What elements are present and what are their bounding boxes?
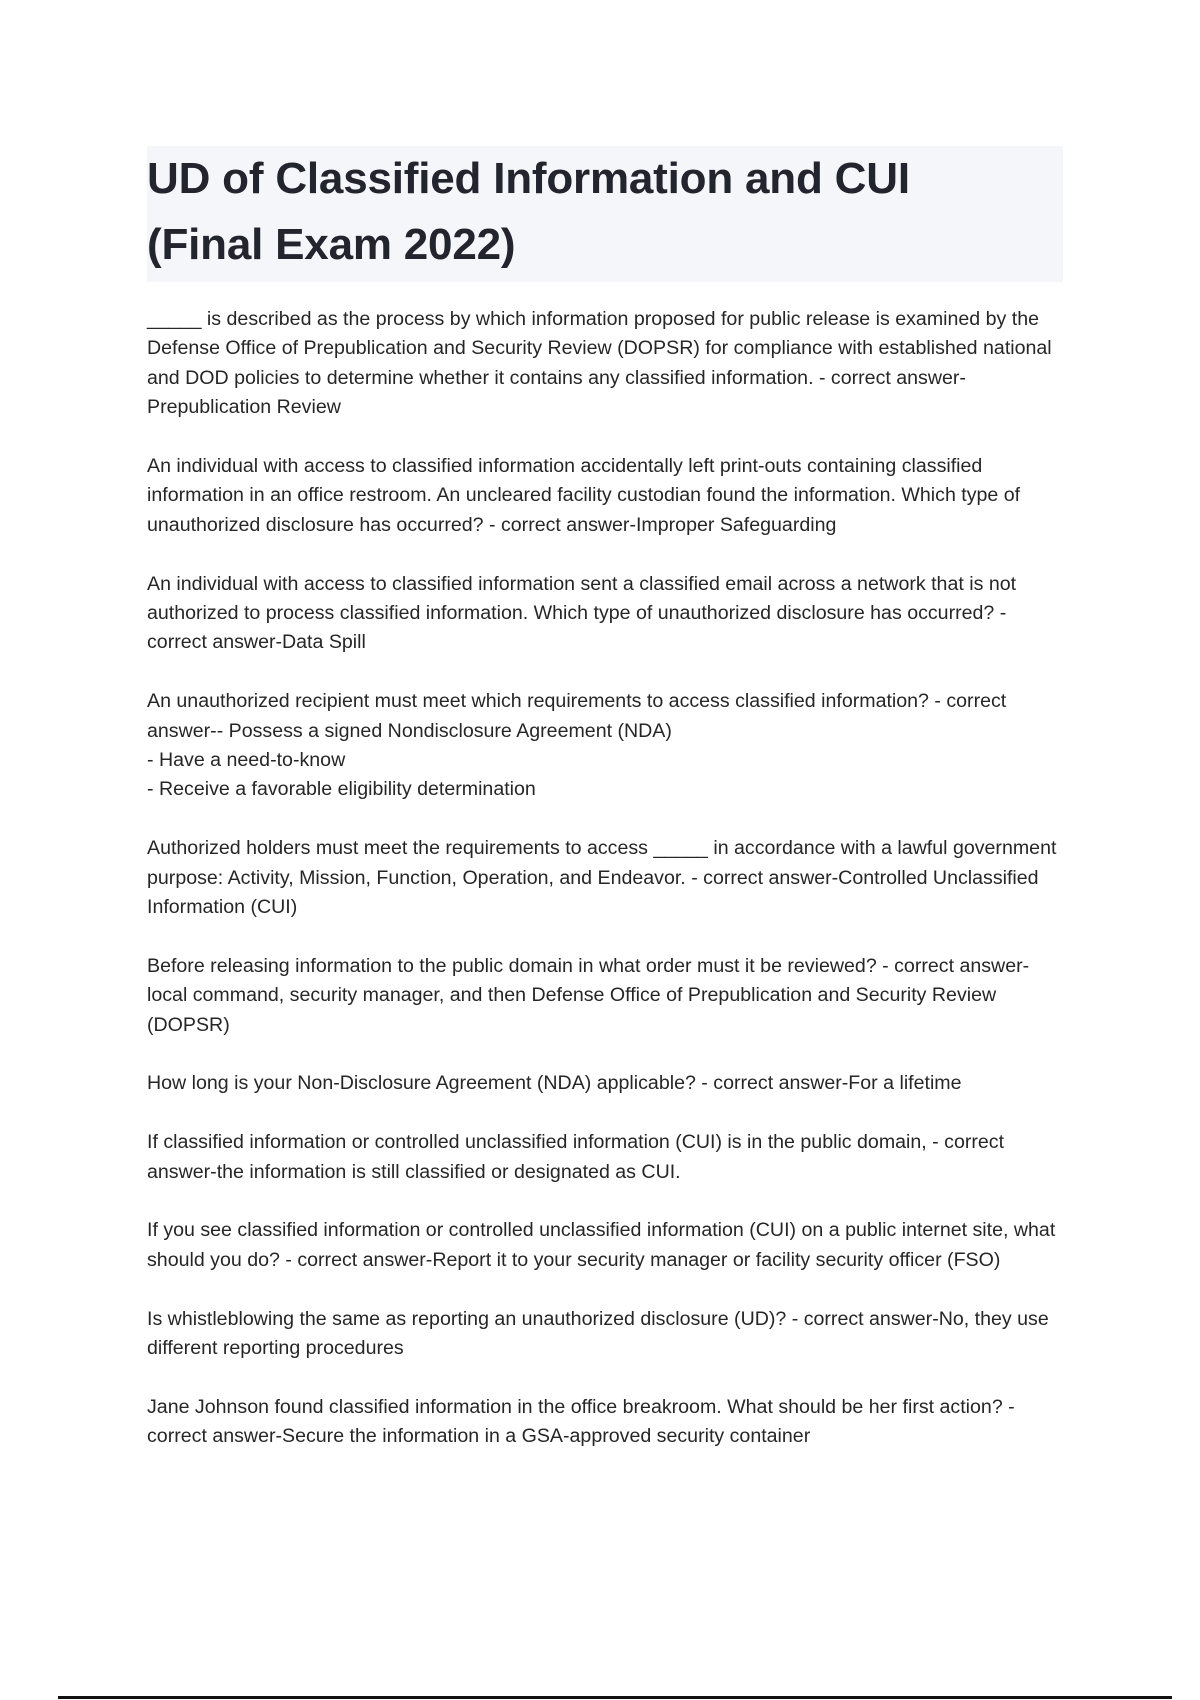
qa-item: _____ is described as the process by which information proposed for public release is examined by the Defense Office of Prepublication and Security Review (DOPSR) for compliance with established national and DOD policies to determine whether it contains any classified information. - correct answer-Prepublication Review	[147, 308, 1052, 419]
qa-item: If classified information or controlled unclassified information (CUI) is in the public domain, - correct answer-the information is still classified or designated as CUI.	[147, 1131, 1005, 1183]
page-divider	[58, 1696, 1172, 1699]
document-title	[147, 146, 1063, 278]
qa-item: How long is your Non-Disclosure Agreement (NDA) applicable? - correct answer-For a lifetime	[147, 1072, 962, 1095]
title-box	[147, 146, 1063, 282]
qa-item: Before releasing information to the public domain in what order must it be reviewed? - correct answer-local command, security manager, and then Defense Office of Prepublication and Security Review (DOPSR)	[147, 954, 1030, 1036]
title-line-1: UD of Classified Information and CUI	[147, 154, 910, 203]
qa-item: If you see classified information or controlled unclassified information (CUI) on a public internet site, what should you do? - correct answer-Report it to your security manager or facility security officer (FSO)	[147, 1219, 1056, 1271]
qa-item: An individual with access to classified information accidentally left print-outs containing classified information in an office restroom. An uncleared facility custodian found the information. Which type of unauthorized disclosure has occurred? - correct answer-Improper Safeguarding	[147, 455, 1021, 536]
qa-item: Authorized holders must meet the requirements to access _____ in accordance with a lawful government purpose: Activity, Mission, Function, Operation, and Endeavor. - correct answer-Controlled Unclassified Information (CUI)	[147, 837, 1057, 919]
qa-item: Is whistleblowing the same as reporting an unauthorized disclosure (UD)? - correct answer-No, they use different reporting procedures	[147, 1307, 1049, 1360]
qa-item: An unauthorized recipient must meet which requirements to access classified information? - correct answer-- Possess a signed Nondisclosure Agreement (NDA) - Have a need-to-know - Receive a favorable eligibility determination	[147, 690, 1007, 801]
title-line-2: (Final Exam 2022)	[147, 220, 516, 269]
qa-list	[147, 305, 1067, 1481]
qa-item: Jane Johnson found classified information in the office breakroom. What should be her first action? - correct answer-Secure the information in a GSA-approved security container	[147, 1395, 1015, 1448]
qa-item: An individual with access to classified information sent a classified email across a network that is not authorized to process classified information. Which type of unauthorized disclosure has occurred? - correct answer-Data Spill	[147, 572, 1017, 654]
